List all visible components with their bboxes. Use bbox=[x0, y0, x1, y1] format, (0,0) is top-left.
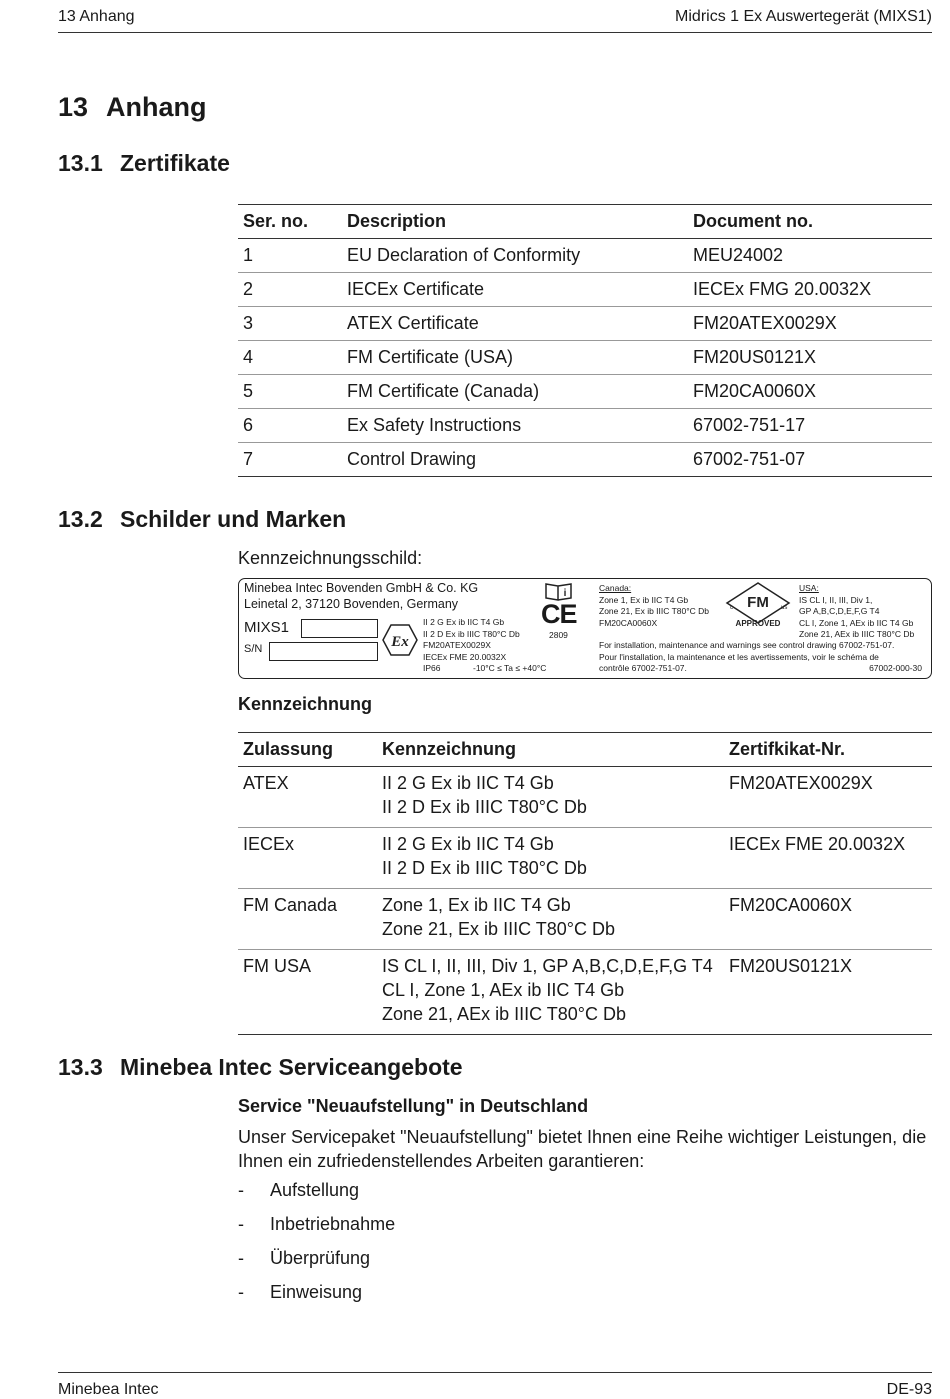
plate-company: Minebea Intec Bovenden GmbH & Co. KG bbox=[244, 581, 479, 595]
list-item bbox=[238, 1248, 395, 1282]
certificate-no-cell: IECEx FME 20.0032X bbox=[724, 828, 932, 889]
marking-cell bbox=[377, 767, 724, 828]
certificate-no-cell: FM20CA0060X bbox=[724, 889, 932, 950]
note-line: For installation, maintenance and warnings see control drawing 67002-751-07. bbox=[599, 640, 895, 650]
table-row bbox=[238, 307, 932, 341]
certificate-no-cell: FM20US0121X bbox=[724, 950, 932, 1035]
table-row bbox=[238, 239, 932, 273]
usa-line: Zone 21, AEx ib IIIC T80°C Db bbox=[799, 629, 915, 639]
plate-ex-marking bbox=[423, 617, 520, 663]
list-item bbox=[238, 1282, 395, 1316]
marking-line: II 2 G Ex ib IIC T4 Gb bbox=[382, 834, 554, 854]
list-item-text: Inbetriebnahme bbox=[270, 1214, 396, 1234]
section-title: Schilder und Marken bbox=[120, 506, 347, 532]
note-line: Pour l'installation, la maintenance et les avertissements, voir le schéma de bbox=[599, 651, 879, 662]
page-header bbox=[58, 6, 932, 33]
ex-line: II 2 D Ex ib IIIC T80°C Db bbox=[423, 628, 520, 639]
header-title: Midrics 1 Ex Auswertegerät (MIXS1) bbox=[675, 8, 932, 25]
notified-body-number: 2809 bbox=[549, 630, 568, 640]
fm-us-text: us bbox=[781, 605, 788, 611]
plate-notes bbox=[599, 640, 894, 675]
ser-no-cell: 1 bbox=[238, 239, 342, 273]
svg-text:i: i bbox=[563, 588, 567, 599]
ser-no-cell: 2 bbox=[238, 273, 342, 307]
table-row bbox=[238, 341, 932, 375]
usa-line: GP A,B,C,D,E,F,G T4 bbox=[799, 606, 880, 616]
approval-cell: FM USA bbox=[238, 950, 377, 1035]
table-header-row bbox=[238, 733, 932, 767]
marking-cell bbox=[377, 950, 724, 1035]
fm-logo-text: FM bbox=[747, 594, 769, 611]
canada-line: Zone 1, Ex ib IIC T4 Gb bbox=[599, 594, 689, 605]
identification-plate bbox=[238, 578, 932, 679]
column-header: Ser. no. bbox=[238, 205, 342, 239]
marking-line: Zone 21, AEx ib IIIC T80°C Db bbox=[382, 1004, 626, 1024]
section-heading-certificates bbox=[58, 150, 230, 177]
page-number: DE-93 bbox=[886, 1381, 932, 1398]
table-row bbox=[238, 767, 932, 828]
ex-line: IECEx FME 20.0032X bbox=[423, 651, 507, 662]
list-item-text: Aufstellung bbox=[270, 1180, 360, 1200]
document-no-cell: MEU24002 bbox=[688, 239, 932, 273]
certificate-no-cell: FM20ATEX0029X bbox=[724, 767, 932, 828]
document-no-cell: FM20CA0060X bbox=[688, 375, 932, 409]
canada-line: FM20CA0060X bbox=[599, 617, 658, 628]
section-number: 13.3 bbox=[58, 1054, 103, 1080]
page-footer bbox=[58, 1372, 932, 1398]
description-cell: IECEx Certificate bbox=[342, 273, 688, 307]
marking-line: CL I, Zone 1, AEx ib IIC T4 Gb bbox=[382, 980, 625, 1000]
list-item bbox=[238, 1180, 395, 1214]
description-cell: ATEX Certificate bbox=[342, 307, 688, 341]
note-line: contrôle 67002-751-07. bbox=[599, 663, 687, 673]
column-header: Document no. bbox=[688, 205, 932, 239]
section-heading-plates bbox=[58, 506, 346, 533]
marking-line: Zone 1, Ex ib IIC T4 Gb bbox=[382, 895, 571, 915]
footer-company: Minebea Intec bbox=[58, 1381, 159, 1398]
service-list bbox=[238, 1180, 395, 1316]
column-header: Zulassung bbox=[238, 733, 377, 767]
header-chapter: 13 Anhang bbox=[58, 8, 135, 25]
section-heading-services bbox=[58, 1054, 463, 1081]
ser-no-cell: 5 bbox=[238, 375, 342, 409]
sn-field-box bbox=[269, 642, 378, 661]
column-header: Zertifkikat-Nr. bbox=[724, 733, 932, 767]
document-no-cell: 67002-751-17 bbox=[688, 409, 932, 443]
section-number: 13.2 bbox=[58, 506, 103, 532]
column-header: Kennzeichnung bbox=[377, 733, 724, 767]
plate-sn-label: S/N bbox=[244, 643, 263, 655]
list-item bbox=[238, 1214, 395, 1248]
table-row bbox=[238, 273, 932, 307]
plate-ambient-temp: -10°C ≤ Ta ≤ +40°C bbox=[473, 663, 547, 673]
document-no-cell: FM20ATEX0029X bbox=[688, 307, 932, 341]
marking-table bbox=[238, 732, 932, 1035]
list-item-text: Einweisung bbox=[270, 1282, 363, 1302]
table-row bbox=[238, 828, 932, 889]
canada-line: Zone 21, Ex ib IIIC T80°C Db bbox=[599, 606, 710, 616]
marking-cell bbox=[377, 889, 724, 950]
table-header-row bbox=[238, 205, 932, 239]
list-dash: - bbox=[238, 1180, 244, 1200]
canada-title: Canada: bbox=[599, 583, 632, 593]
marking-line: II 2 G Ex ib IIC T4 Gb bbox=[382, 773, 554, 793]
marking-cell bbox=[377, 828, 724, 889]
fm-c-text: c bbox=[730, 605, 733, 611]
table-row bbox=[238, 889, 932, 950]
document-no-cell: 67002-751-07 bbox=[688, 443, 932, 477]
usa-title: USA: bbox=[799, 583, 819, 593]
description-cell: FM Certificate (Canada) bbox=[342, 375, 688, 409]
ser-no-cell: 4 bbox=[238, 341, 342, 375]
plate-address: Leinetal 2, 37120 Bovenden, Germany bbox=[244, 597, 459, 611]
ex-line: FM20ATEX0029X bbox=[423, 640, 491, 650]
description-cell: FM Certificate (USA) bbox=[342, 341, 688, 375]
usa-line: IS CL I, II, III, Div 1, bbox=[799, 594, 873, 605]
approval-cell: FM Canada bbox=[238, 889, 377, 950]
list-dash: - bbox=[238, 1214, 244, 1234]
fm-approved-logo-icon bbox=[723, 581, 793, 629]
manual-info-icon bbox=[544, 581, 574, 601]
list-dash: - bbox=[238, 1282, 244, 1302]
approval-cell: ATEX bbox=[238, 767, 377, 828]
plate-usa-block bbox=[799, 583, 914, 641]
fm-approved-text: APPROVED bbox=[735, 619, 781, 628]
list-item-text: Überprüfung bbox=[270, 1248, 371, 1268]
section-title: Minebea Intec Serviceangebote bbox=[120, 1054, 463, 1080]
plate-part-number: 67002-000-30 bbox=[869, 663, 922, 673]
chapter-title: Anhang bbox=[106, 92, 207, 122]
plate-model: MIXS1 bbox=[244, 619, 290, 636]
plate-ip-rating: IP66 bbox=[423, 663, 441, 673]
svg-text:Ex: Ex bbox=[391, 634, 409, 650]
ser-no-cell: 7 bbox=[238, 443, 342, 477]
plate-caption: Kennzeichnungsschild: bbox=[238, 548, 423, 568]
list-dash: - bbox=[238, 1248, 244, 1268]
model-field-box bbox=[301, 619, 378, 638]
section-number: 13.1 bbox=[58, 150, 103, 176]
ex-hexagon-icon bbox=[382, 623, 418, 657]
marking-line: Zone 21, Ex ib IIIC T80°C Db bbox=[382, 919, 615, 939]
certificate-table bbox=[238, 204, 932, 477]
service-paragraph: Unser Servicepaket "Neuaufstellung" bietet Ihnen eine Reihe wichtiger Leistungen, die Ihnen ein zufriedenstellendes Arbeiten garantieren: bbox=[238, 1127, 927, 1171]
marking-line: II 2 D Ex ib IIIC T80°C Db bbox=[382, 797, 587, 817]
description-cell: EU Declaration of Conformity bbox=[342, 239, 688, 273]
usa-line: CL I, Zone 1, AEx ib IIC T4 Gb bbox=[799, 617, 914, 628]
table-row bbox=[238, 375, 932, 409]
ex-line: II 2 G Ex ib IIC T4 Gb bbox=[423, 617, 505, 627]
column-header: Description bbox=[342, 205, 688, 239]
approval-cell: IECEx bbox=[238, 828, 377, 889]
ser-no-cell: 3 bbox=[238, 307, 342, 341]
ser-no-cell: 6 bbox=[238, 409, 342, 443]
description-cell: Ex Safety Instructions bbox=[342, 409, 688, 443]
chapter-heading bbox=[58, 92, 207, 123]
marking-line: IS CL I, II, III, Div 1, GP A,B,C,D,E,F,G T4 bbox=[382, 956, 713, 976]
document-no-cell: IECEx FMG 20.0032X bbox=[688, 273, 932, 307]
plate-canada-block bbox=[599, 583, 709, 629]
table-row bbox=[238, 409, 932, 443]
table-row bbox=[238, 950, 932, 1035]
document-no-cell: FM20US0121X bbox=[688, 341, 932, 375]
service-subheading: Service "Neuaufstellung" in Deutschland bbox=[238, 1096, 589, 1116]
chapter-number: 13 bbox=[58, 92, 89, 122]
marking-subheading: Kennzeichnung bbox=[238, 694, 372, 714]
marking-line: II 2 D Ex ib IIIC T80°C Db bbox=[382, 858, 587, 878]
section-title: Zertifikate bbox=[120, 150, 230, 176]
description-cell: Control Drawing bbox=[342, 443, 688, 477]
ce-mark-icon: CE bbox=[541, 599, 577, 629]
table-row bbox=[238, 443, 932, 477]
